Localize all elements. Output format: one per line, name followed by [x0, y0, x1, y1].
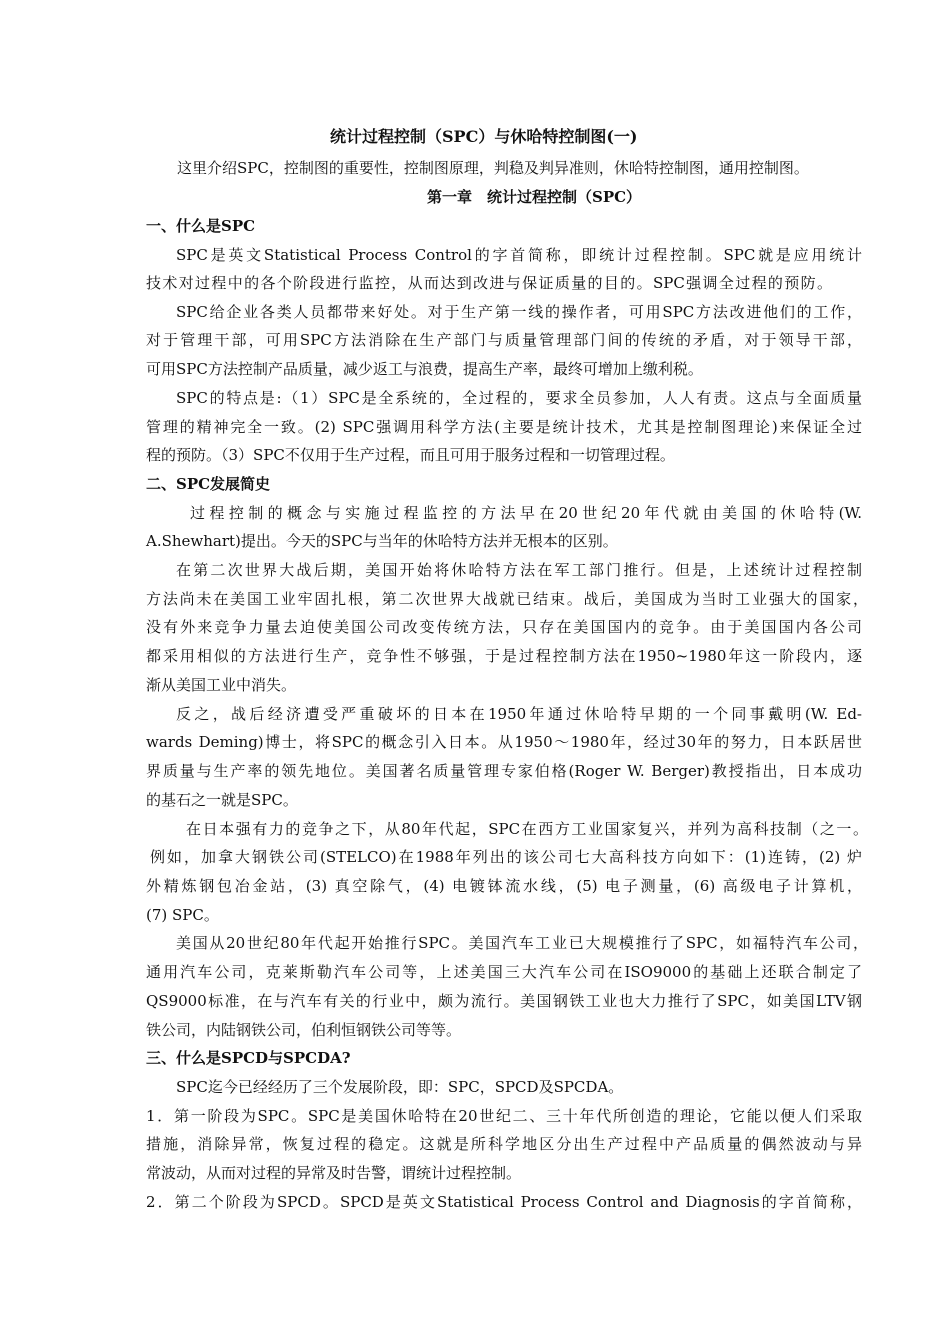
paragraph-line: (7) SPC。	[146, 906, 219, 924]
section-heading-1: 一、什么是SPC	[146, 217, 256, 235]
paragraph-line: 反之，战后经济遭受严重破坏的日本在1950年通过休哈特早期的一个同事戴明(W. Ed-	[176, 705, 862, 723]
paragraph-line: 措施，消除异常，恢复过程的稳定。这就是所科学地区分出生产过程中产品质量的偶然波动与异	[146, 1135, 862, 1153]
paragraph-line: 例如，加拿大钢铁公司(STELCO)在1988年列出的该公司七大高科技方向如下：(1)连铸，(2) 炉	[150, 848, 862, 866]
paragraph-line: 在日本强有力的竞争之下，从80年代起，SPC在西方工业国家复兴，并列为高科技制（之一。	[186, 820, 868, 838]
paragraph-line: 美国从20世纪80年代起开始推行SPC。美国汽车工业已大规模推行了SPC，如福特汽车公司，	[176, 934, 868, 952]
paragraph-line: SPC给企业各类人员都带来好处。对于生产第一线的操作者，可用SPC方法改进他们的工作，	[176, 303, 862, 321]
paragraph-line: 在第二次世界大战后期，美国开始将休哈特方法在军工部门推行。但是，上述统计过程控制	[176, 561, 862, 579]
chapter-heading: 第一章 统计过程控制（SPC）	[427, 188, 642, 206]
paragraph-line: 过程控制的概念与实施过程监控的方法早在20世纪20年代就由美国的休哈特(W.	[190, 504, 862, 522]
paragraph-line: 程的预防。（3）SPC不仅用于生产过程，而且可用于服务过程和一切管理过程。	[146, 446, 675, 464]
paragraph-line: 可用SPC方法控制产品质量，减少返工与浪费，提高生产率，最终可增加上缴利税。	[146, 360, 703, 378]
paragraph-line: SPC是英文Statistical Process Control的字首简称，即统计过程控制。SPC就是应用统计	[176, 246, 862, 264]
paragraph-line: 渐从美国工业中消失。	[146, 676, 297, 694]
section-heading-2: 二、SPC发展简史	[146, 475, 271, 493]
paragraph-line: 技术对过程中的各个阶段进行监控，从而达到改进与保证质量的目的。SPC强调全过程的预防。	[146, 274, 832, 292]
paragraph-line: 常波动，从而对过程的异常及时告警，谓统计过程控制。	[146, 1164, 522, 1182]
paragraph-line: 没有外来竞争力量去迫使美国公司改变传统方法，只存在美国国内的竞争。由于美国国内各公司	[146, 618, 862, 636]
document-title: 统计过程控制（SPC）与休哈特控制图(一)	[330, 127, 638, 146]
paragraph-line: 方法尚未在美国工业牢固扎根，第二次世界大战就已结束。战后，美国成为当时工业强大的国家，	[146, 590, 868, 608]
paragraph-line: QS9000标准，在与汽车有关的行业中，颇为流行。美国钢铁工业也大力推行了SPC，如美国LTV钢	[146, 992, 862, 1010]
paragraph-line: 2．第二个阶段为SPCD。SPCD是英文Statistical Process Control and Diagnosis的字首简称，	[146, 1193, 862, 1211]
section-heading-3: 三、什么是SPCD与SPCDA?	[146, 1049, 351, 1067]
paragraph-line: 的基石之一就是SPC。	[146, 791, 298, 809]
paragraph-line: 1．第一阶段为SPC。SPC是美国休哈特在20世纪二、三十年代所创造的理论，它能以便人们采取	[146, 1107, 862, 1125]
intro-paragraph: 这里介绍SPC，控制图的重要性，控制图原理，判稳及判异准则，休哈特控制图，通用控制图。	[177, 159, 809, 177]
paragraph-line: 界质量与生产率的领先地位。美国著名质量管理专家伯格(Roger W. Berger)教授指出，日本成功	[146, 762, 862, 780]
paragraph-line: 都采用相似的方法进行生产，竞争性不够强，于是过程控制方法在1950~1980年这一阶段内，逐	[146, 647, 862, 665]
paragraph-line: 对于管理干部，可用SPC方法消除在生产部门与质量管理部门间的传统的矛盾，对于领导干部，	[146, 331, 862, 349]
paragraph-line: 外精炼钢包冶金站，(3) 真空除气，(4) 电镀钵流水线，(5) 电子测量，(6) 高级电子计算机，	[146, 877, 862, 895]
paragraph-line: 通用汽车公司，克莱斯勒汽车公司等，上述美国三大汽车公司在ISO9000的基础上还联合制定了	[146, 963, 862, 981]
paragraph-line: 铁公司，内陆钢铁公司，伯利恒钢铁公司等等。	[146, 1021, 462, 1039]
paragraph-line: A.Shewhart)提出。今天的SPC与当年的休哈特方法并无根本的区别。	[146, 532, 618, 550]
paragraph-line: SPC迄今已经经历了三个发展阶段，即：SPC，SPCD及SPCDA。	[176, 1078, 624, 1096]
paragraph-line: wards Deming)博士，将SPC的概念引入日本。从1950～1980年，经过30年的努力，日本跃居世	[146, 733, 862, 751]
paragraph-line: SPC的特点是:（1）SPC是全系统的，全过程的，要求全员参加，人人有责。这点与全面质量	[176, 389, 862, 407]
paragraph-line: 管理的精神完全一致。(2) SPC强调用科学方法(主要是统计技术，尤其是控制图理论)来保证全过	[146, 418, 862, 436]
